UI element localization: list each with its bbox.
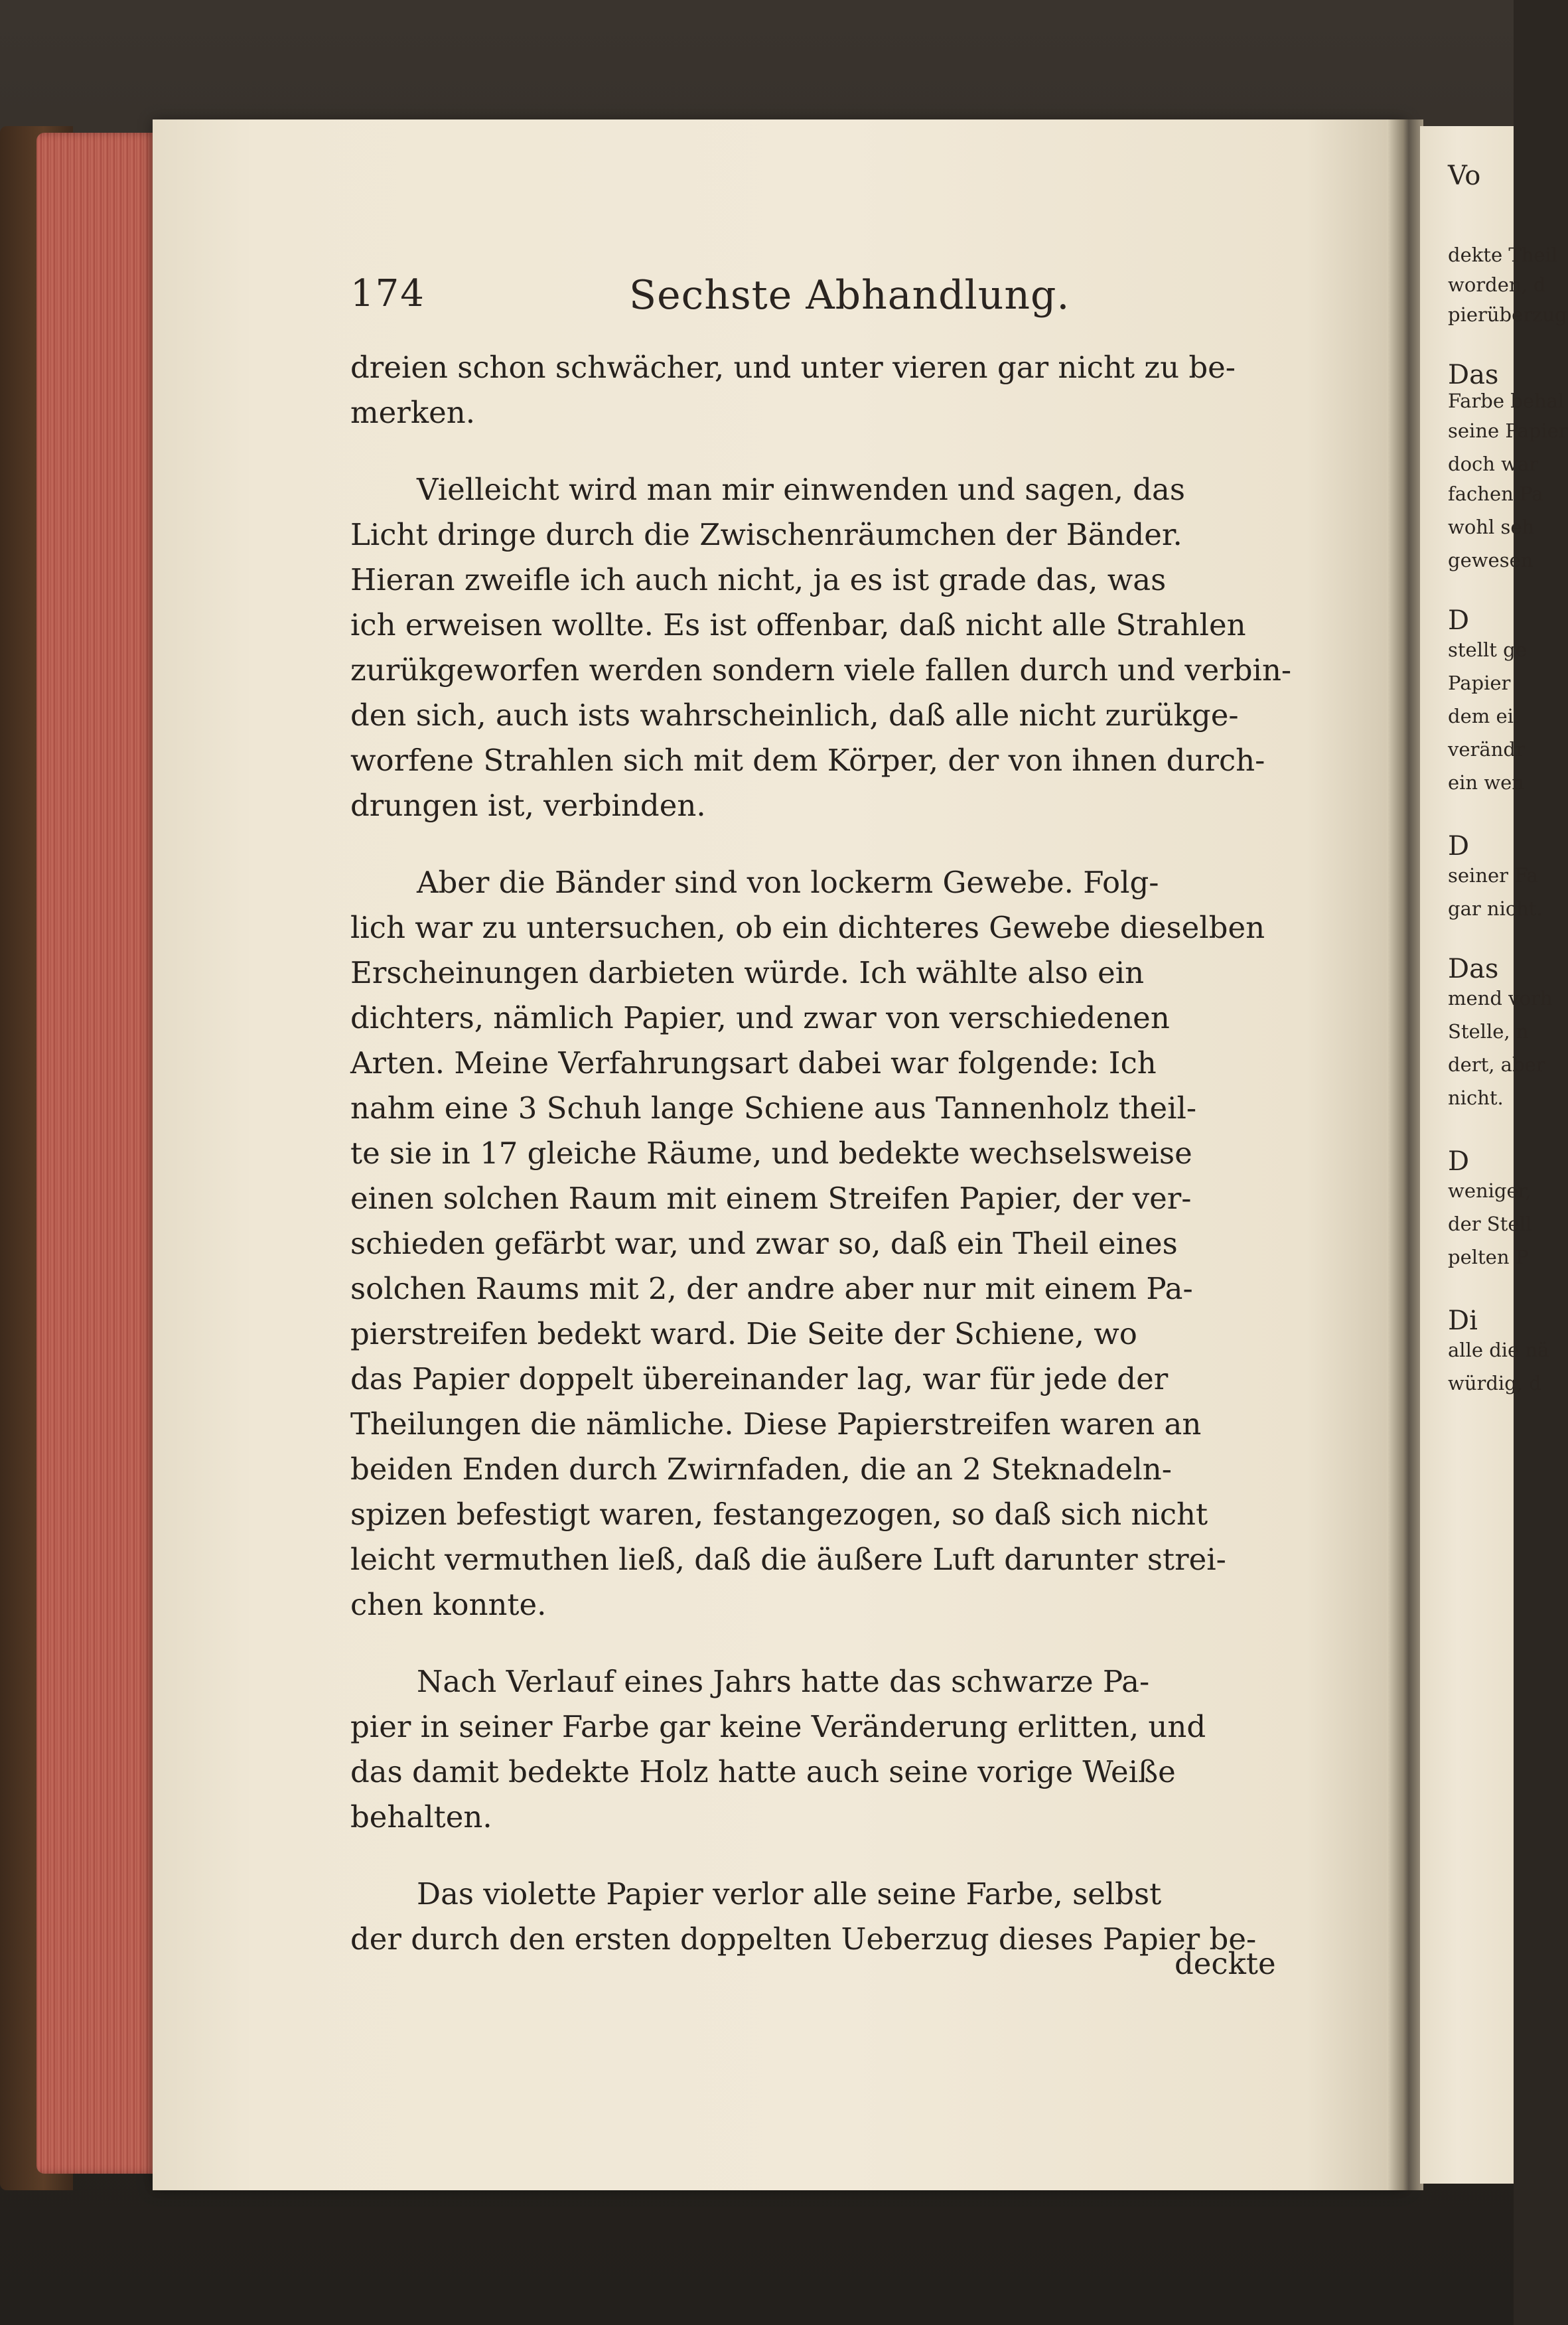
- text-line: Erscheinungen darbieten würde. Ich wählte also ein: [350, 955, 1145, 990]
- facing-page-text: worden, d: [1448, 273, 1546, 296]
- page-number: 174: [350, 272, 425, 315]
- text-line: dichters, nämlich Papier, und zwar von verschiedenen: [350, 1000, 1170, 1035]
- text-line: Vielleicht wird man mir einwenden und sagen, das: [417, 472, 1185, 507]
- facing-page-text: Di: [1448, 1306, 1478, 1336]
- text-line: ich erweisen wollte. Es ist offenbar, daß nicht alle Strahlen: [350, 607, 1246, 642]
- facing-page-text: D: [1448, 1146, 1470, 1177]
- facing-page-text: Papier: [1448, 672, 1511, 694]
- text-line: Hieran zweifle ich auch nicht, ja es ist grade das, was: [350, 562, 1167, 597]
- text-line: Aber die Bänder sind von lockerm Gewebe. Folg-: [417, 865, 1159, 900]
- facing-page-text: gar nicht.: [1448, 897, 1543, 920]
- facing-page-text: alle die nä: [1448, 1339, 1549, 1361]
- text-line: behalten.: [350, 1799, 492, 1835]
- facing-page-text: fachen Pa: [1448, 483, 1543, 505]
- facing-page-text: mend vorh: [1448, 987, 1553, 1010]
- facing-page-text: gewesen: [1448, 549, 1533, 571]
- text-line: solchen Raums mit 2, der andre aber nur mit einem Pa-: [350, 1271, 1193, 1306]
- paragraph: [350, 345, 1266, 435]
- text-line: chen konnte.: [350, 1587, 547, 1622]
- running-title: Sechste Abhandlung.: [629, 272, 1070, 319]
- facing-page-text: der Stell: [1448, 1213, 1532, 1235]
- facing-page-text: D: [1448, 831, 1470, 862]
- text-line: dreien schon schwächer, und unter vieren gar nicht zu be-: [350, 350, 1236, 385]
- facing-page-text: dert, aber: [1448, 1053, 1545, 1076]
- text-line: drungen ist, verbinden.: [350, 788, 706, 823]
- text-line: den sich, auch ists wahrscheinlich, daß alle nicht zurükge-: [350, 698, 1239, 733]
- facing-page-text: weniger,: [1448, 1179, 1532, 1202]
- text-line: te sie in 17 gleiche Räume, und bedekte wechselsweise: [350, 1136, 1192, 1171]
- catchword: deckte: [1175, 1946, 1276, 1981]
- text-line: zurükgeworfen werden sondern viele fallen durch und verbin-: [350, 652, 1292, 688]
- facing-page-text: seine Papier: [1448, 419, 1568, 442]
- text-line: spizen befestigt waren, festangezogen, so daß sich nicht: [350, 1497, 1208, 1532]
- facing-page-text: pelten P: [1448, 1246, 1529, 1268]
- facing-page-text: ein wen: [1448, 771, 1524, 794]
- page-header: [350, 272, 1266, 332]
- red-page-edges: [36, 133, 156, 2174]
- text-line: das damit bedekte Holz hatte auch seine vorige Weiße: [350, 1754, 1176, 1789]
- text-line: einen solchen Raum mit einem Streifen Papier, der ver-: [350, 1181, 1192, 1216]
- text-line: pier in seiner Farbe gar keine Veränderung erlitten, und: [350, 1709, 1206, 1744]
- facing-page-text: Farbe behal: [1448, 390, 1565, 412]
- text-line: Arten. Meine Verfahrungsart dabei war folgende: Ich: [350, 1045, 1157, 1081]
- facing-page-text: nicht.: [1448, 1087, 1504, 1109]
- facing-page-text: Das: [1448, 360, 1499, 390]
- facing-page-text: dem ei: [1448, 705, 1514, 727]
- text-line: beiden Enden durch Zwirnfaden, die an 2 Steknadeln-: [350, 1452, 1172, 1487]
- facing-page-text: Das: [1448, 954, 1499, 984]
- text-line: leicht vermuthen ließ, daß die äußere Luft darunter strei-: [350, 1542, 1226, 1577]
- facing-page-text: Stelle, n: [1448, 1020, 1529, 1043]
- paragraph: [350, 1659, 1266, 1840]
- text-line: der durch den ersten doppelten Ueberzug dieses Papier be-: [350, 1921, 1257, 1957]
- facing-page-fragment: [1420, 126, 1568, 2184]
- body-text: [350, 345, 1292, 1994]
- facing-page-text: doch war: [1448, 453, 1539, 475]
- book-gutter: [1387, 119, 1423, 2190]
- facing-page-text: würdig, d: [1448, 1372, 1541, 1394]
- facing-page-text: stellt ge: [1448, 638, 1527, 661]
- text-line: worfene Strahlen sich mit dem Körper, der von ihnen durch-: [350, 743, 1265, 778]
- facing-page-text: verändr: [1448, 738, 1525, 761]
- text-line: Licht dringe durch die Zwischenräumchen der Bänder.: [350, 517, 1182, 552]
- text-line: Theilungen die nämliche. Diese Papierstreifen waren an: [350, 1406, 1202, 1442]
- facing-page-text: D: [1448, 605, 1470, 636]
- text-line: lich war zu untersuchen, ob ein dichteres Gewebe dieselben: [350, 910, 1265, 945]
- paragraph: [350, 860, 1266, 1627]
- facing-page-text: dekte Theil: [1448, 244, 1558, 266]
- facing-page-text: Vo: [1448, 161, 1481, 191]
- text-line: das Papier doppelt übereinander lag, war für jede der: [350, 1361, 1169, 1396]
- facing-page-text: wohl seh: [1448, 516, 1535, 538]
- text-line: merken.: [350, 395, 475, 430]
- text-line: nahm eine 3 Schuh lange Schiene aus Tannenholz theil-: [350, 1090, 1197, 1126]
- text-line: pierstreifen bedekt ward. Die Seite der Schiene, wo: [350, 1316, 1137, 1351]
- text-line: Nach Verlauf eines Jahrs hatte das schwarze Pa-: [417, 1664, 1150, 1699]
- text-line: Das violette Papier verlor alle seine Farbe, selbst: [417, 1876, 1162, 1912]
- paragraph: [350, 1872, 1266, 1962]
- facing-page-text: seiner Fa: [1448, 864, 1538, 887]
- facing-page-text: pierüberzug: [1448, 303, 1567, 326]
- text-line: schieden gefärbt war, und zwar so, daß ein Theil eines: [350, 1226, 1178, 1261]
- paragraph: [350, 467, 1292, 828]
